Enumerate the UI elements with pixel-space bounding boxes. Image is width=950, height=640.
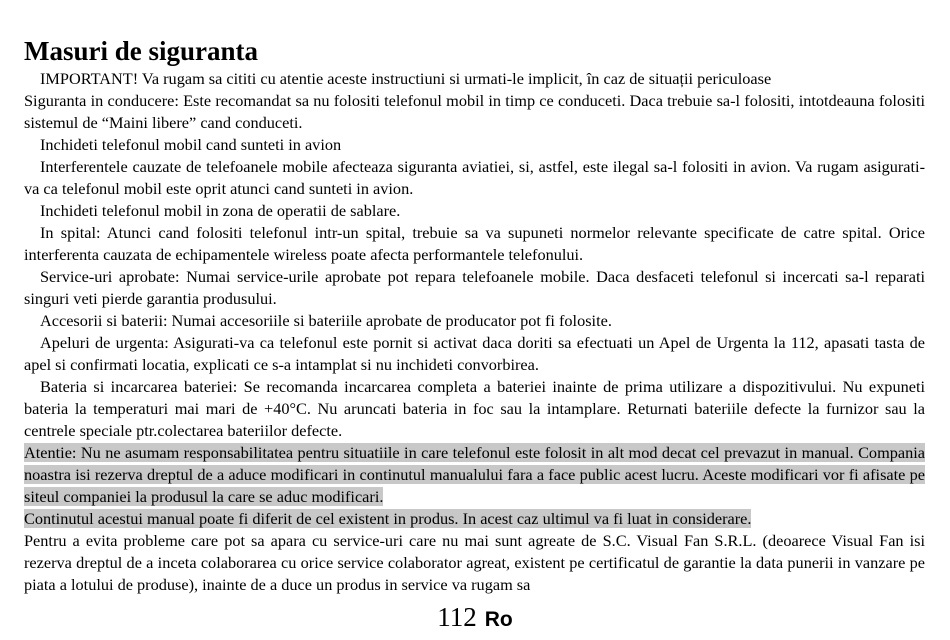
paragraph <box>24 266 925 310</box>
paragraph-text: Apeluri de urgenta: Asigurati-va ca telefonul este pornit si activat daca doriti sa efectuati un Apel de Urgenta la 112, apasati tasta de apel si confirmati locatia, explicati ce s-a intamplat si nu inchideti convorbirea. <box>24 333 925 374</box>
paragraph-text: Inchideti telefonul mobil in zona de operatii de sablare. <box>40 201 401 220</box>
page-title: Masuri de siguranta <box>24 36 259 66</box>
paragraph <box>24 68 925 90</box>
paragraph <box>24 90 925 134</box>
paragraph-text: Accesorii si baterii: Numai accesoriile si bateriile aprobate de producator pot fi folosite. <box>40 311 612 330</box>
paragraph-text: Pentru a evita probleme care pot sa apara cu service-uri care nu mai sunt agreate de S.C. Visual Fan S.R.L. (deoarece Visual Fan isi rezerva dreptul de a inceta colaborarea cu orice service colaborator agreat, existent pe certificatul de garantie la data punerii in vanzare pe piata a lotului de produse), inainte de a duce un produs in service va rugam sa <box>24 531 925 594</box>
page-footer <box>0 600 950 639</box>
document-body <box>24 68 925 596</box>
paragraph-text: IMPORTANT! Va rugam sa cititi cu atentie aceste instructiuni si urmati-le implicit, în caz de situații periculoase <box>40 69 772 88</box>
paragraph-text: Siguranta in conducere: Este recomandat sa nu folositi telefonul mobil in timp ce conduceti. Daca trebuie sa-l folositi, intotdeauna folositi sistemul de “Maini libere” cand conduceti. <box>24 91 925 132</box>
paragraph <box>24 376 925 442</box>
paragraph-text: Service-uri aprobate: Numai service-urile aprobate pot repara telefoanele mobile. Daca desfaceti telefonul si incercati sa-l reparati singuri veti pierde garantia produsului. <box>24 267 925 308</box>
paragraph-text: In spital: Atunci cand folositi telefonul intr-un spital, trebuie sa va supuneti normelor relevante specificate de catre spital. Orice interferenta cauzata de echipamentele wireless poate afecta performantele telefonului. <box>24 223 925 264</box>
paragraph <box>24 222 925 266</box>
paragraph <box>24 310 925 332</box>
paragraph <box>24 508 925 530</box>
paragraph <box>24 134 925 156</box>
highlighted-text: Atentie: Nu ne asumam responsabilitatea pentru situatiile in care telefonul este folosit in alt mod decat cel prevazut in manual. Compania noastra isi rezerva dreptul de a aduce modificari in continutul manualului fara a face public acest lucru. Aceste modificari vor fi afisate pe siteul companiei la produsul la care se aduc modificari. <box>24 443 925 506</box>
language-code: Ro <box>484 608 513 631</box>
paragraph-text: Bateria si incarcarea bateriei: Se recomanda incarcarea completa a bateriei inainte de prima utilizare a dispozitivului. Nu expuneti bateria la temperaturi mai mari de +40°C. Nu aruncati bateria in foc sau la intamplare. Returnati bateriile defecte la furnizor sau la centrele speciale ptr.colectarea bateriilor defecte. <box>24 377 925 440</box>
paragraph <box>24 156 925 200</box>
paragraph <box>24 442 925 508</box>
paragraph <box>24 530 925 596</box>
paragraph-text: Inchideti telefonul mobil cand sunteti in avion <box>40 135 342 154</box>
paragraph <box>24 332 925 376</box>
paragraph <box>24 200 925 222</box>
paragraph-text: Interferentele cauzate de telefoanele mobile afecteaza siguranta aviatiei, si, astfel, este ilegal sa-l folositi in avion. Va rugam asigurati-va ca telefonul mobil este oprit atunci cand sunteti in avion. <box>24 157 925 198</box>
highlighted-text: Continutul acestui manual poate fi diferit de cel existent in produs. In acest caz ultimul va fi luat in considerare. <box>24 509 752 528</box>
page-number: 112 <box>437 602 477 632</box>
